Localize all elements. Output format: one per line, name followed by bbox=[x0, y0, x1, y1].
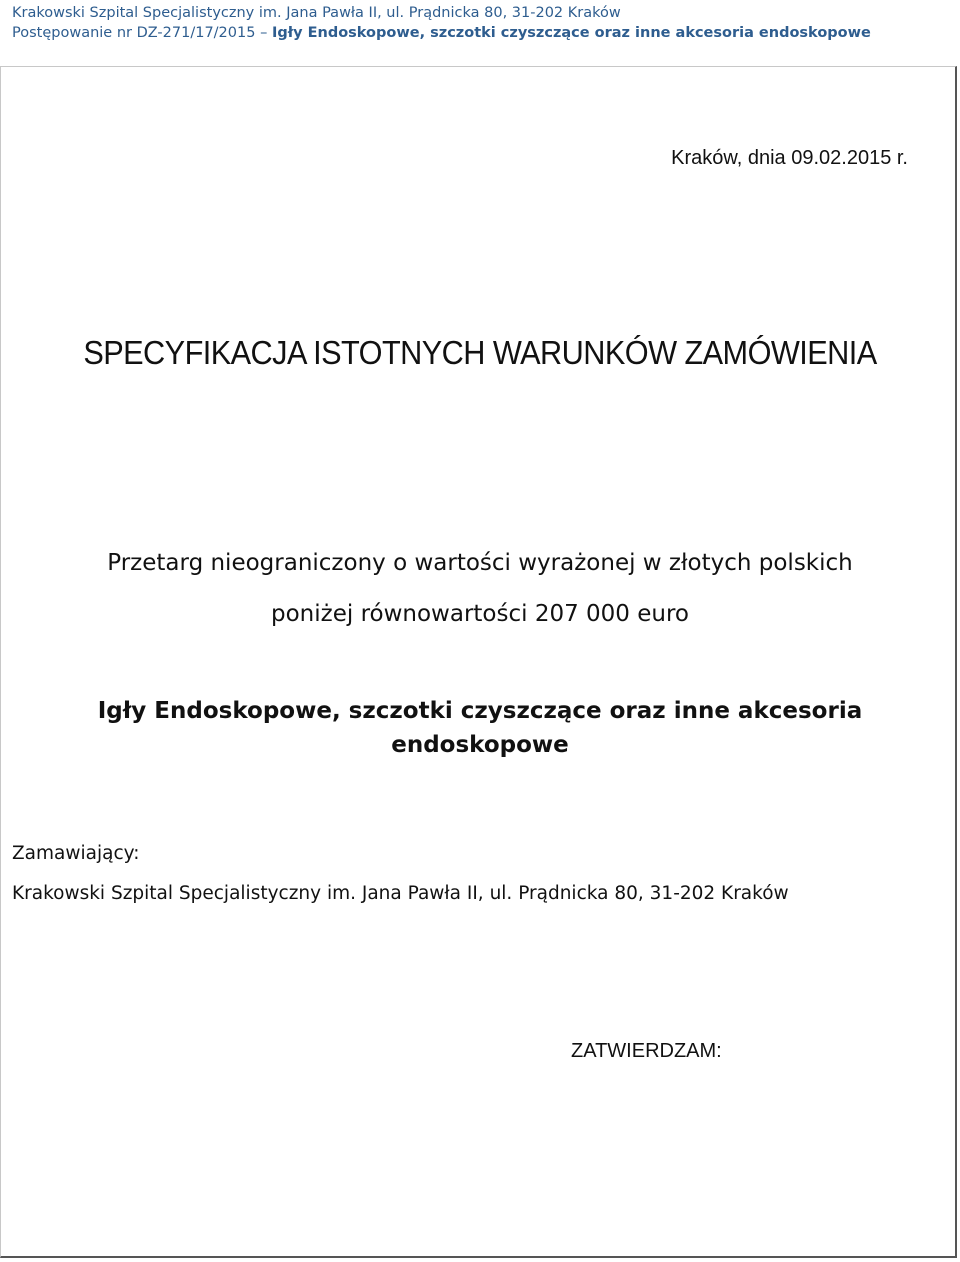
ordering-party bbox=[12, 834, 789, 914]
header-procedure-subject: Igły Endoskopowe, szczotki czyszczące oraz inne akcesoria endoskopowe bbox=[271, 25, 871, 41]
approval-label: ZATWIERDZAM: bbox=[571, 1040, 722, 1062]
header-procedure-number: Postępowanie nr DZ-271/17/2015 – bbox=[12, 25, 272, 41]
procurement-subject bbox=[0, 694, 960, 762]
document-title: SPECYFIKACJA ISTOTNYCH WARUNKÓW ZAMÓWIENIA bbox=[83, 334, 877, 371]
running-header bbox=[12, 3, 952, 43]
header-hospital-address: Krakowski Szpital Specjalistyczny im. Jana Pawła II, ul. Prądnicka 80, 31-202 Kraków bbox=[12, 5, 621, 21]
tender-type-line-2: poniżej równowartości 207 000 euro bbox=[271, 601, 689, 627]
page-frame bbox=[0, 66, 957, 1258]
tender-type bbox=[0, 538, 960, 640]
subject-line-2: endoskopowe bbox=[391, 732, 569, 758]
document-date: Kraków, dnia 09.02.2015 r. bbox=[671, 147, 908, 169]
subject-line-1: Igły Endoskopowe, szczotki czyszczące oraz inne akcesoria bbox=[97, 698, 863, 724]
header-procedure-line bbox=[12, 23, 952, 43]
tender-type-line-1: Przetarg nieograniczony o wartości wyrażonej w złotych polskich bbox=[107, 550, 853, 576]
ordering-party-label: Zamawiający: bbox=[12, 843, 140, 864]
ordering-party-name: Krakowski Szpital Specjalistyczny im. Jana Pawła II, ul. Prądnicka 80, 31-202 Kraków bbox=[12, 883, 789, 904]
